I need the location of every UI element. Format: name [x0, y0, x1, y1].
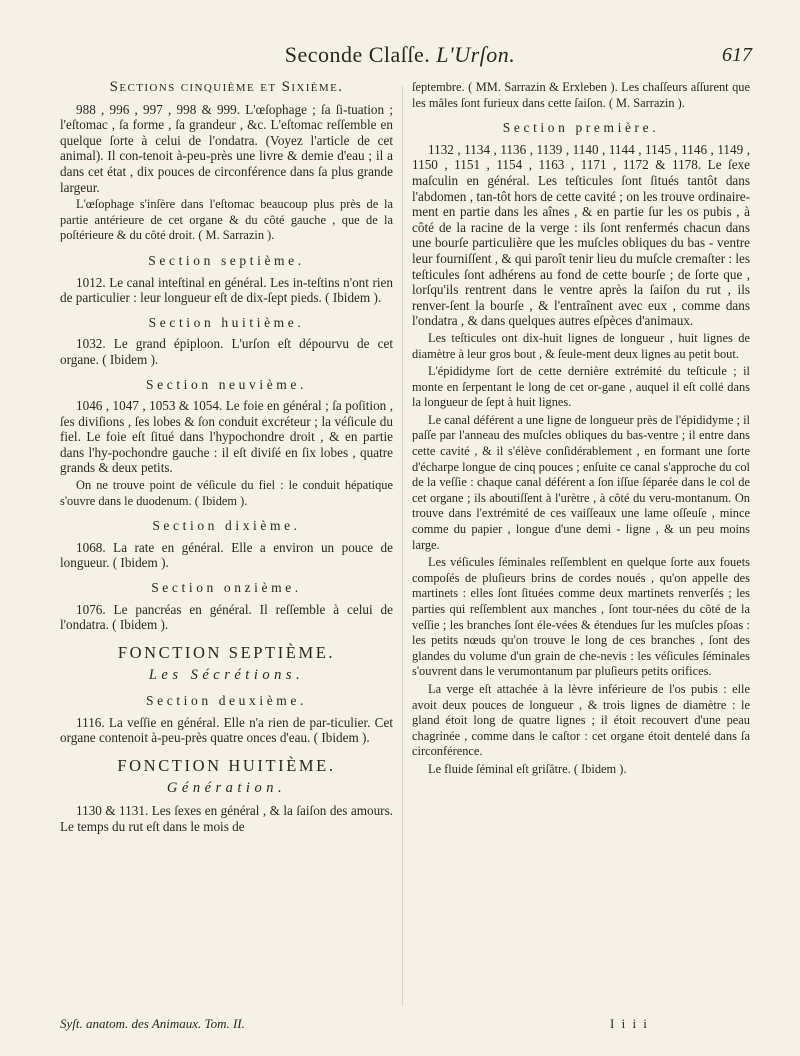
paragraph-epididymis: L'épididyme ſort de cette dernière extrémité du teſticule ; il monte en ſerpentant le long de cet or-gane , auquel il eſt collé dans la longueur de ſept à huit lignes.	[412, 364, 750, 410]
running-head-animal: L'Urſon.	[436, 42, 516, 67]
paragraph-gall-bladder: On ne trouve point de véſicule du fiel : le conduit hépatique s'ouvre dans le duodenum. ( Ibidem ).	[60, 478, 393, 508]
paragraph-seminal-fluid: Le fluide ſéminal eſt griſâtre. ( Ibidem ).	[428, 761, 627, 776]
paragraph-testicles-size: Les teſticules ont dix-huit lignes de longueur , huit lignes de diamètre à leur gros bout , & ſeule-ment deux lignes au petit bout.	[412, 330, 750, 361]
paragraph-epiploon: 1032. Le grand épiploon. L'urſon eſt dépourvu de cet organe. ( Ibidem ).	[60, 336, 393, 367]
running-head	[0, 42, 800, 68]
page-number: 617	[722, 44, 752, 66]
section-heading-8: Section huitième.	[148, 314, 305, 330]
section-heading-5-6: Sections cinquième et Sixième.	[109, 79, 344, 95]
paragraph-liver: 1046 , 1047 , 1053 & 1054. Le foie en général ; ſa poſition , ſes diviſions , ſes lobes & ſon conduit excréteur ; la véſicule du fiel. Le foie eſt ſitué dans l'hypochondre droit , & en partie dans l'hy-pochondre gauche : il eſt diviſé en ſix lobes , quatre grands & deux petits.	[60, 398, 393, 476]
paragraph-seminal-vesicles: Les véſicules ſéminales reſſemblent en quelque ſorte aux fouets compoſés de pluſieurs brins de cordes noués , qu'on appelle des martinets : elles ſont ſituées comme deux martinets renverſés ; les parties qui reſſemblent aux manches , ſont tour-nées du côté de la veſſie ; les branches ſont éle-vées & étendues ſur les muſcles pſoas : les petits nœuds qu'on trouve le long de ces branches , ſont des glandes du volume d'un grain de che-nevis : les véſicules ſéminales s'ouvrent dans le verumontanum par pluſieurs petits orifices.	[412, 555, 750, 679]
page-header	[0, 36, 800, 76]
right-column	[412, 80, 750, 780]
paragraph-oesophagus: L'œſophage s'inſère dans l'eſtomac beaucoup plus près de la partie antérieure de cet organe & du côté gauche , que de la poſtérieure & du côté droit. ( M. Sarrazin ).	[60, 197, 393, 243]
paragraph-pancreas: 1076. Le pancréas en général. Il reſſemble à celui de l'ondatra. ( Ibidem ).	[60, 601, 393, 633]
paragraph-sexes: 1130 & 1131. Les ſexes en général , & la ſaiſon des amours. Le temps du rut eſt dans le mois de	[60, 802, 393, 834]
running-head-class: Seconde Claſſe.	[284, 42, 431, 67]
footer-book-title: Syſt. anatom. des Animaux. Tom. II.	[60, 1016, 245, 1031]
paragraph-testicles-position: 1132 , 1134 , 1136 , 1139 , 1140 , 1144 , 1145 , 1146 , 1149 , 1150 , 1151 , 1154 , 1163 , 1171 , 1172 & 1178. Le ſexe maſculin en général. Les teſticules ſont ſitués tantôt dans l'abdomen , tan-tôt hors de cette cavité ; on les trouve ordinaire-ment en partie dans les aînes , & en partie ſur les os pubis , à côté de la racine de la verge : ils ſont renfermés chacun dans une bourſe particulière que les muſcles obliques du bas - ventre leur fourniſſent , & qui paroît tenir lieu du muſcle cremaſter : les teſticules ſont adhérens au fond de cette bourſe ; de ſorte que , lorſqu'ils rentrent dans le ventre après la ſaiſon du rut , ils renver-ſent la bourſe , & l'entraînent avec eux , comme dans l'ondatra , & dans quelques autres eſpèces d'animaux.	[412, 141, 751, 329]
section-heading-1: Section première.	[502, 120, 660, 136]
paragraph-penis: La verge eſt attachée à la lèvre inférieure de l'os pubis : elle avoit deux pouces de longueur , & trois lignes de diamètre : le gland étoit long de quatre lignes ; il étoit recouvert d'une peau chagrinée , comme dans le caſtor : cet organe étoit dentelé dans ſa circonférence.	[412, 681, 750, 759]
function-subheading-secretions: Les Sécrétions.	[148, 667, 305, 684]
section-heading-9: Section neuvième.	[146, 376, 307, 392]
column-divider	[402, 86, 403, 1006]
left-column	[60, 80, 393, 836]
paragraph-stomach: 988 , 996 , 997 , 998 & 999. L'œſophage ; ſa ſi-tuation ; l'eſtomac , ſa forme , ſa grandeur , &c. L'eſtomac reſſemble en quelque ſorte à celui de l'ondatra. (Voyez l'article de cet animal). Il con-tenoit à-peu-près une livre & demie d'eau ; il a dans cet état , dix pouces de circonférence dans ſa plus grande largeur.	[60, 101, 393, 195]
paragraph-bladder: 1116. La veſſie en général. Elle n'a rien de par-ticulier. Cet organe contenoit à-peu-près quatre onces d'eau. ( Ibidem ).	[60, 714, 393, 746]
paragraph-intestine: 1012. Le canal inteſtinal en général. Les in-teſtins n'ont rien de particulier : leur longueur eſt de dix-ſept pieds. ( Ibidem ).	[60, 274, 393, 306]
paragraph-rut-continued: ſeptembre. ( MM. Sarrazin & Erxleben ). Les chaſſeurs aſſurent que les mâles ſont furieux dans cette ſaiſon. ( M. Sarrazin ).	[412, 80, 750, 110]
function-subheading-generation: Génération.	[166, 780, 287, 797]
function-heading-7: FONCTION SEPTIÈME.	[117, 642, 336, 662]
footer-signature-mark: I i i i	[610, 1016, 649, 1031]
section-heading-11: Section onzième.	[151, 580, 302, 596]
section-heading-10: Section dixième.	[152, 518, 301, 534]
paragraph-spleen: 1068. La rate en général. Elle a environ un pouce de longueur. ( Ibidem ).	[60, 539, 393, 571]
paragraph-vas-deferens: Le canal déférent a une ligne de longueur près de l'épididyme ; il paſſe par l'anneau des muſcles obliques du bas-ventre ; il entre dans cette cavité , & il s'élève conſidérablement , en formant une ſorte d'écharpe longue de cinq pouces ; enſuite ce canal s'approche du col de la veſſie : chaque canal déférent a ſon iſſue ſéparée dans le col de cet organe ; ils aboutiſſent à l'urètre , à côté du veru-montanum. On trouve dans l'extrémité de ces vaiſſeaux une lame oſſeuſe , mince comme du papier , longue d'une demi - ligne , & un peu moins large.	[412, 412, 750, 552]
section-heading-2: Section deuxième.	[146, 693, 307, 708]
function-heading-8: FONCTION HUITIÈME.	[117, 755, 336, 775]
section-heading-7: Section septième.	[148, 252, 305, 268]
